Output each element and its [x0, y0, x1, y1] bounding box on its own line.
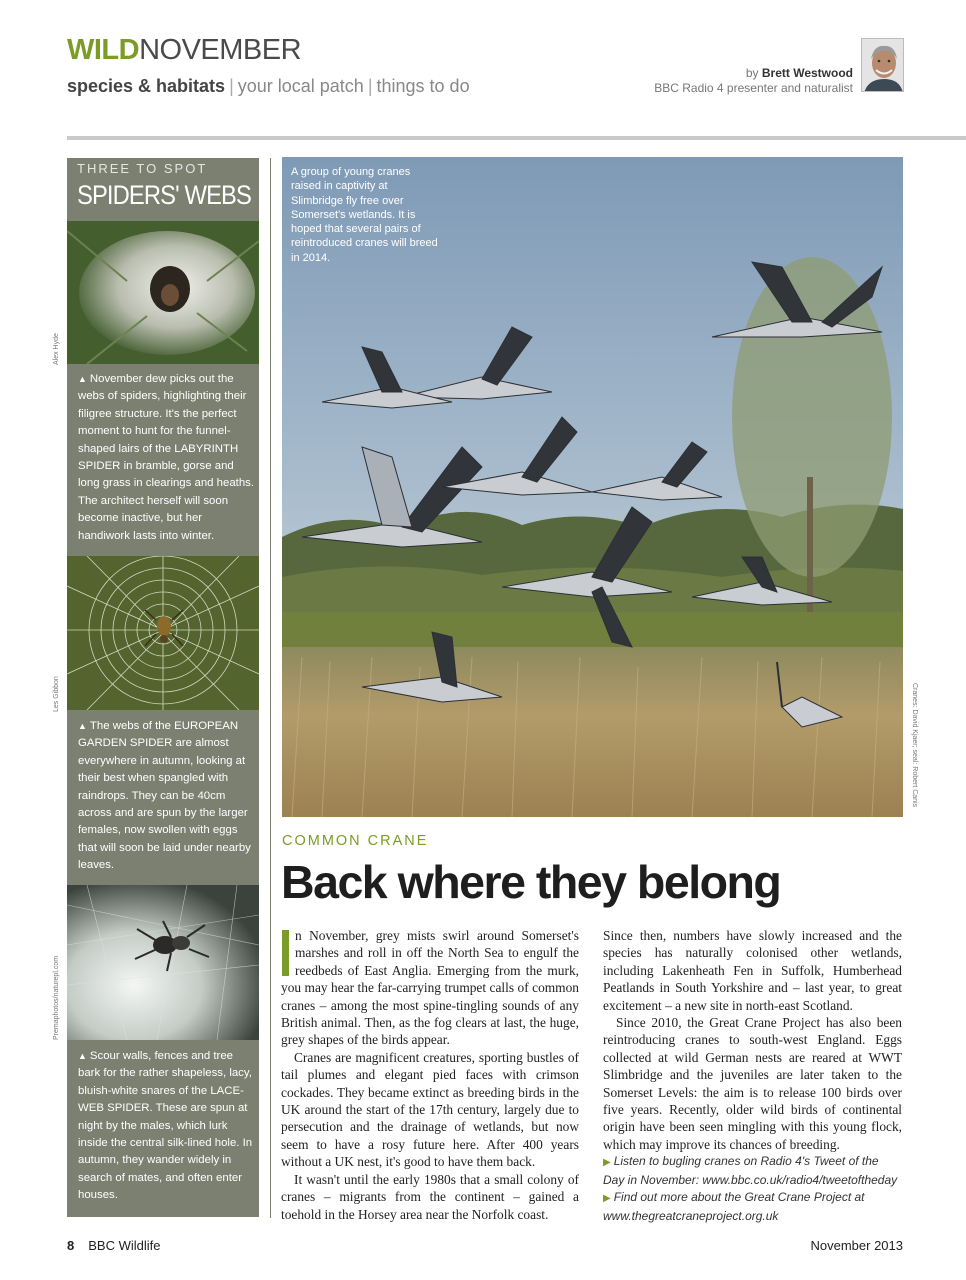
byline [654, 66, 853, 96]
article-paragraph: It wasn't until the early 1980s that a small colony of cranes – migrants from the continent – gained a toehold in the Horsey area near the Norfolk coast. [281, 1171, 579, 1222]
sidebar-title: SPIDERS' WEBS [77, 180, 251, 210]
arrow-right-icon: ▶ [603, 1157, 611, 1169]
nav-item-local-patch: your local patch [237, 76, 364, 96]
lace-web-spider-photo [67, 885, 259, 1040]
labyrinth-spider-caption: ▲ November dew picks out the webs of spiders, highlighting their filigree structure. It's the perfect moment to hunt for the funnel-shaped lairs of the LABYRINTH SPIDER in bramble, gorse and long grass in clearings and heaths. The architect herself will soon become inactive, but her handiwork lasts into winter. [78, 373, 255, 542]
drop-cap [282, 930, 289, 976]
arrow-right-icon: ▶ [603, 1193, 611, 1205]
photo-credit: Premaphotos/naturepl.com [53, 955, 60, 1040]
article-paragraph: Cranes are magnificent creatures, sporting bustles of tail plumes and elegant pied faces with crimson cockades. They became extinct as breeding birds in the UK around the start of the 17th century, largely due to persecution and the drainage of wetlands, but now seem to have a rosy future here. After 400 years without a UK nest, it's good to have them back. [281, 1049, 579, 1170]
article-headline: Back where they belong [281, 856, 781, 908]
author-name: Brett Westwood [761, 66, 853, 80]
page-number: 8 [67, 1238, 75, 1253]
species-name: EUROPEAN GARDEN SPIDER [78, 720, 239, 750]
garden-spider-photo [67, 556, 259, 710]
radio-note: ▶ Listen to bugling cranes on Radio 4's Tweet of the Day in November: www.bbc.co.uk/radio4/tweetoftheday [603, 1154, 898, 1187]
article-paragraph: n November, grey mists swirl around Somerset's marshes and roll in off the North Sea to engulf the reedbeds of East Anglia. Emerging from the murk, you may hear the far-carrying trumpet calls of common cranes – among the most spine-tingling sounds of any British animal. Then, as the fog clears at last, the huge, grey shapes of the birds appear. [281, 928, 579, 1048]
sidebar-kicker: THREE TO SPOT [77, 161, 208, 176]
nav-item-species-habitats: species & habitats [67, 76, 226, 96]
labyrinth-spider-photo [67, 221, 259, 364]
species-name: LABYRINTH SPIDER [78, 442, 239, 473]
author-role: BBC Radio 4 presenter and naturalist [654, 81, 853, 95]
article-paragraph: Since then, numbers have slowly increased and the species has naturally colonised other wetlands, including Lakenheath Fen in Suffolk, Humberhead Peatlands in South Yorkshire and – last year, to great excitement – a new site in north-east Scotland. [603, 928, 902, 1013]
header-rule [67, 136, 966, 140]
footer-issue: November 2013 [810, 1238, 903, 1253]
species-name: LACE-WEB SPIDER [78, 1084, 244, 1115]
section-title-month: NOVEMBER [139, 34, 302, 66]
section-title-bold: WILD [67, 34, 140, 66]
section-nav [67, 74, 470, 98]
article-kicker: COMMON CRANE [282, 833, 429, 849]
nav-separator: | [367, 76, 373, 96]
article-paragraph: Since 2010, the Great Crane Project has also been reintroducing cranes to south-west England. Eggs collected at wild German nests are reared at WWT Slimbridge and the juveniles are later taken to the Somerset Levels: the aim is to release 100 birds over five years. Recently, older wild birds of continental origin have been seen mingling with this young flock, which may improve its chances of breeding. [603, 1015, 902, 1152]
article-column-1 [281, 927, 579, 1223]
nav-item-things-to-do: things to do [376, 76, 470, 96]
photo-credit: Alex Hyde [53, 333, 60, 365]
article-column-2 [603, 927, 902, 1225]
triangle-up-icon: ▲ [78, 374, 87, 384]
photo-credit: Cranes: David Kjaer; seal: Robert Canis [911, 683, 918, 808]
triangle-up-icon: ▲ [78, 721, 87, 731]
footer-left [67, 1238, 160, 1253]
section-title [67, 32, 301, 68]
photo-credit: Les Gibbon [53, 676, 60, 712]
garden-spider-caption: ▲ The webs of the EUROPEAN GARDEN SPIDER are almost everywhere in autumn, looking at their best when spangled with raindrops. They can be 40cm across and are spun by the larger females, now swollen with eggs that will soon be laid under nearby leaves. [78, 720, 251, 872]
cranes-photo-caption: A group of young cranes raised in captivity at Slimbridge fly free over Somerset's wetlands. It is hoped that several pairs of reintroduced cranes will breed in 2014. [291, 166, 438, 264]
project-note: ▶ Find out more about the Great Crane Project at www.thegreatcraneproject.org.uk [603, 1190, 865, 1223]
column-divider [270, 158, 271, 1218]
magazine-name: BBC Wildlife [88, 1238, 161, 1253]
author-avatar [861, 38, 904, 92]
lace-web-spider-caption: ▲ Scour walls, fences and tree bark for the rather shapeless, lacy, bluish-white snares of the LACE-WEB SPIDER. These are spun at night by the males, which lurk inside the central silk-lined hole. In autumn, they wander widely in search of mates, and often enter houses. [78, 1050, 253, 1202]
nav-separator: | [229, 76, 234, 96]
triangle-up-icon: ▲ [78, 1051, 87, 1061]
byline-prefix: by [745, 66, 759, 80]
